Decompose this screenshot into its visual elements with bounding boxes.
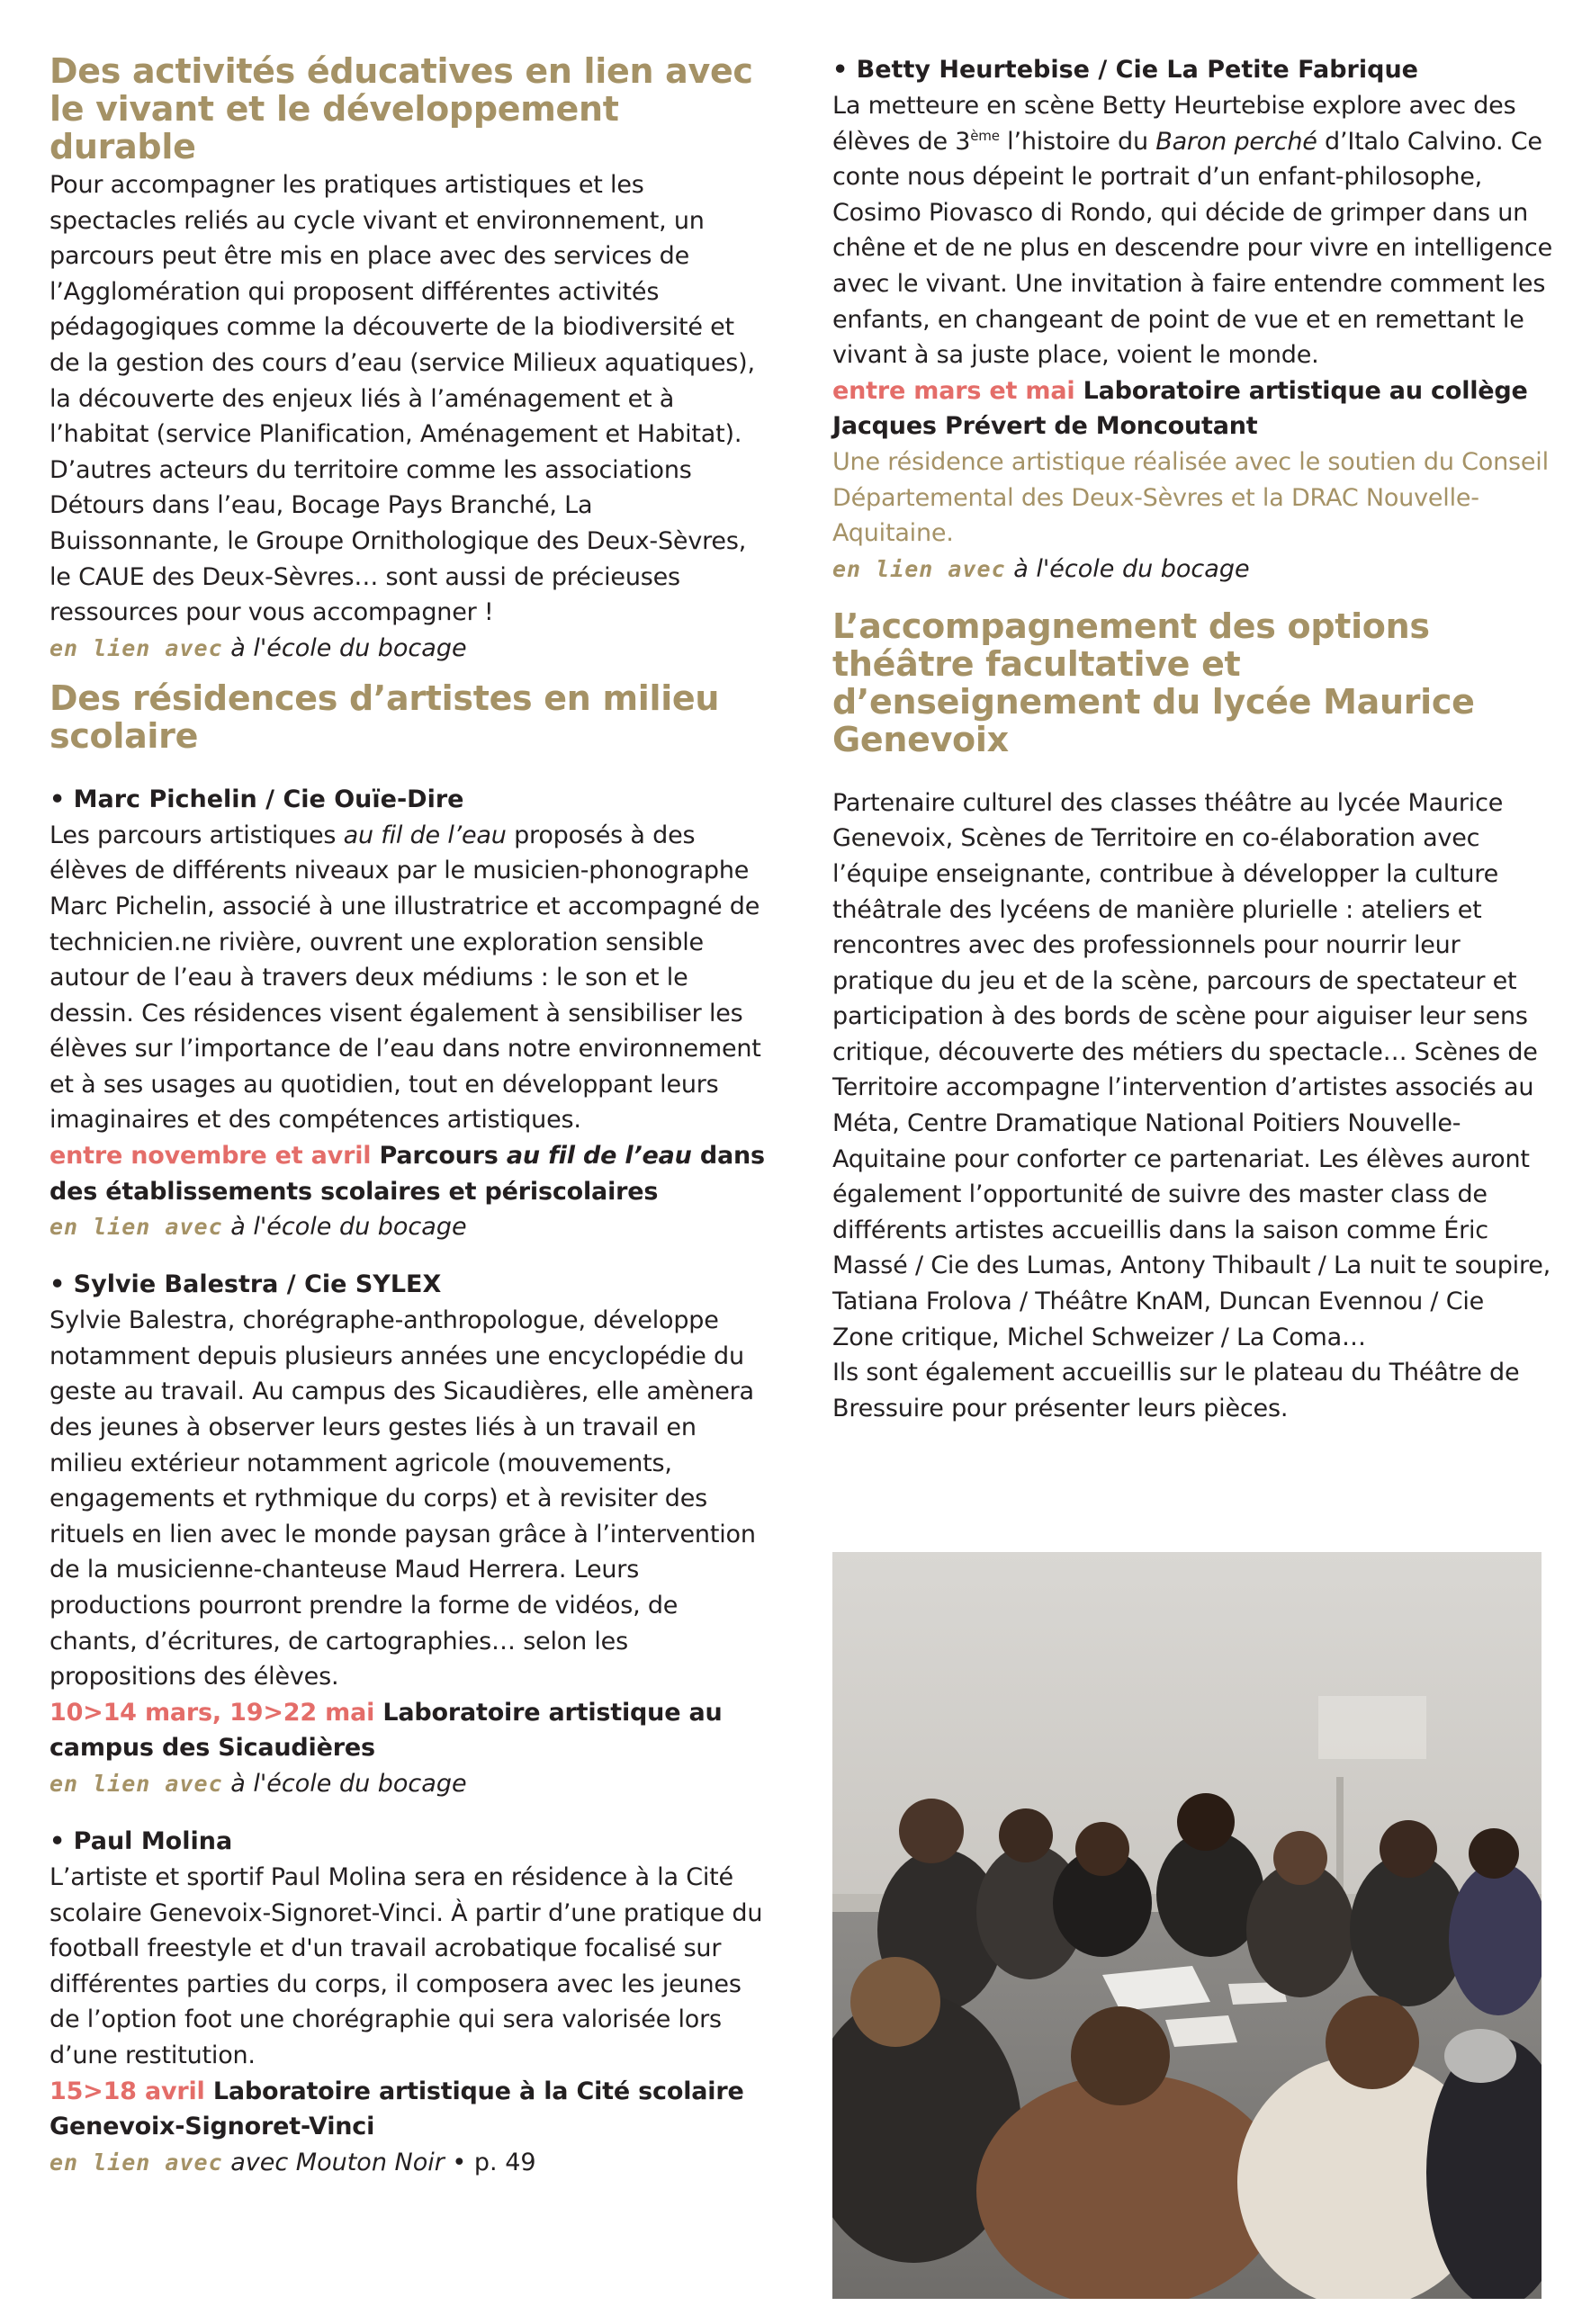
right-column [832, 0, 1552, 1426]
heading-residences: Des résidences d’artistes en milieu scolaire [49, 677, 720, 756]
item-head-betty-heurtebise: • Betty Heurtebise / Cie La Petite Fabrique [832, 56, 1418, 84]
lien-ecole-link[interactable]: à l'école du bocage [230, 1213, 467, 1242]
paragraph-paul-molina: L’artiste et sportif Paul Molina sera en résidence à la Cité scolaire Genevoix-Signoret-Vinci. À partir d’une pratique du football freestyle et d'un travail acrobatique focalisé sur différentes parties du corps, il composera avec les jeunes de l’option foot une chorégraphie qui sera valorisée lors d’une restitution. [49, 1862, 763, 2069]
lien-mouton-noir-link[interactable]: avec Mouton Noir [230, 2148, 445, 2176]
paragraph-theatre-1: Partenaire culturel des classes théâtre au lycée Maurice Genevoix, Scènes de Territoire en co-élaboration avec l’équipe enseignante, contribue à développer la culture théâtrale des lycéens de manière plurielle : ateliers et rencontres avec des professionnels pour nourrir leur pratique du jeu et de la scène, parcours de spectateur et participation à des bords de scène pour aiguiser leur sens critique, découverte des métiers du spectacle… Scènes de Territoire accompagne l’intervention d’artistes associés au Méta, Centre Dramatique National Poitiers Nouvelle-Aquitaine pour conforter ce partenariat. Les élèves auront également l’opportunité de suivre des master class de différents artistes accueillis dans la saison comme Éric Massé / Cie des Lumas, Antony Thibault / La nuit te soupire, Tatiana Frolova / Théâtre KnAM, Duncan Evennou / Cie Zone critique, Michel Schweizer / La Coma… [832, 788, 1551, 1351]
paragraph-betty-heurtebise: La metteure en scène Betty Heurtebise explore avec des élèves de 3ème l’histoire du Baron perché d’Italo Calvino. Ce conte nous dépeint le portrait d’un enfant-philosophe, Cosimo Piovasco di Rondo, qui décide de grimper dans un chêne et de ne plus en descendre pour vivre en intelligence avec le vivant. Une invitation à faire entendre comment les enfants, en changeant de point de vue et en remettant le vivant à sa juste place, voient le monde. [832, 92, 1552, 370]
en-lien-avec-tag: en lien avec [49, 1214, 223, 1241]
paragraph-sylvie-balestra: Sylvie Balestra, chorégraphe-anthropologue, développe notamment depuis plusieurs années une encyclopédie du geste au travail. Au campus des Sicaudières, elle amènera des jeunes à observer leurs gestes liés à un travail en milieu extérieur notamment agricole (mouvements, engagements et rythmique du corps) et à revisiter des rituels en lien avec le monde paysan grâce à l’intervention de la musicienne-chanteuse Maud Herrera. Leurs productions pourront prendre la forme de vidéos, de chants, d’écritures, de cartographies… selon les propositions des élèves. [49, 1306, 756, 1691]
en-lien-avec-tag: en lien avec [49, 1770, 223, 1797]
item-head-sylvie-balestra: • Sylvie Balestra / Cie SYLEX [49, 1270, 442, 1299]
lien-ecole-link[interactable]: à l'école du bocage [230, 633, 467, 662]
lien-ecole-bocage-1 [49, 631, 769, 667]
en-lien-avec-tag: en lien avec [49, 2149, 223, 2176]
lien-ecole-link[interactable]: à l'école du bocage [230, 1769, 467, 1798]
photo-students-workshop [832, 1552, 1542, 2299]
paragraph-marc-pichelin: Les parcours artistiques au fil de l’eau proposés à des élèves de différents niveaux par le musicien-phonographe Marc Pichelin, associé à une illustratrice et accompagné de technicien.ne rivière, ouvrent une exploration sensible autour de l’eau à travers deux médiums : le son et le dessin. Ces résidences visent également à sensibiliser les élèves sur l’importance de l’eau dans notre environnement et à ses usages au quotidien, tout en développant leurs imaginaires et des compétences artistiques. [49, 821, 761, 1135]
event-marc-pichelin: entre novembre et avril Parcours au fil de l’eau dans des établissements scolaires et périscolaires [49, 1142, 765, 1206]
page-reference: • p. 49 [444, 2148, 536, 2176]
left-column [49, 0, 769, 2181]
en-lien-avec-tag: en lien avec [49, 634, 223, 661]
students-circle-image [832, 1552, 1542, 2299]
event-betty-heurtebise: entre mars et mai Laboratoire artistique au collège Jacques Prévert de Moncoutant [832, 376, 1528, 441]
event-date: 10>14 mars, 19>22 mai [49, 1698, 375, 1727]
heading-accompagnement-theatre: L’accompagnement des options théâtre facultative et d’enseignement du lycée Maurice Genevoix [832, 606, 1475, 759]
en-lien-avec-tag: en lien avec [832, 555, 1006, 582]
lien-ecole-link[interactable]: à l'école du bocage [1013, 554, 1250, 583]
support-betty-heurtebise: Une résidence artistique réalisée avec le soutien du Conseil Départemental des Deux-Sèvres et la DRAC Nouvelle-Aquitaine. [832, 447, 1549, 548]
lien-mouton-noir [49, 2145, 769, 2181]
event-date: 15>18 avril [49, 2077, 205, 2105]
lien-ecole-bocage-4 [832, 552, 1552, 588]
paragraph-theatre-2: Ils sont également accueillis sur le plateau du Théâtre de Bressuire pour présenter leurs pièces. [832, 1359, 1520, 1422]
lien-ecole-bocage-3 [49, 1766, 769, 1802]
event-date: entre mars et mai [832, 376, 1075, 405]
event-sylvie-balestra: 10>14 mars, 19>22 mai Laboratoire artistique au campus des Sicaudières [49, 1698, 723, 1763]
lien-ecole-bocage-2 [49, 1209, 769, 1245]
paragraph-activites: Pour accompagner les pratiques artistiques et les spectacles reliés au cycle vivant et environnement, un parcours peut être mis en place avec des services de l’Agglomération qui proposent différentes activités pédagogiques comme la découverte de la biodiversité et de la gestion des cours d’eau (service Milieux aquatiques), la découverte des enjeux liés à l’aménagement et à l’habitat (service Planification, Aménagement et Habitat). D’autres acteurs du territoire comme les associations Détours dans l’eau, Bocage Pays Branché, La Buissonnante, le Groupe Ornithologique des Deux-Sèvres, le CAUE des Deux-Sèvres… sont aussi de précieuses ressources pour vous accompagner ! [49, 171, 755, 627]
event-date: entre novembre et avril [49, 1142, 372, 1171]
event-paul-molina: 15>18 avril Laboratoire artistique à la Cité scolaire Genevoix-Signoret-Vinci [49, 2077, 744, 2141]
item-head-marc-pichelin: • Marc Pichelin / Cie Ouïe-Dire [49, 785, 464, 813]
heading-activites-educatives: Des activités éducatives en lien avec le vivant et le développement durable [49, 51, 753, 166]
item-head-paul-molina: • Paul Molina [49, 1826, 233, 1855]
